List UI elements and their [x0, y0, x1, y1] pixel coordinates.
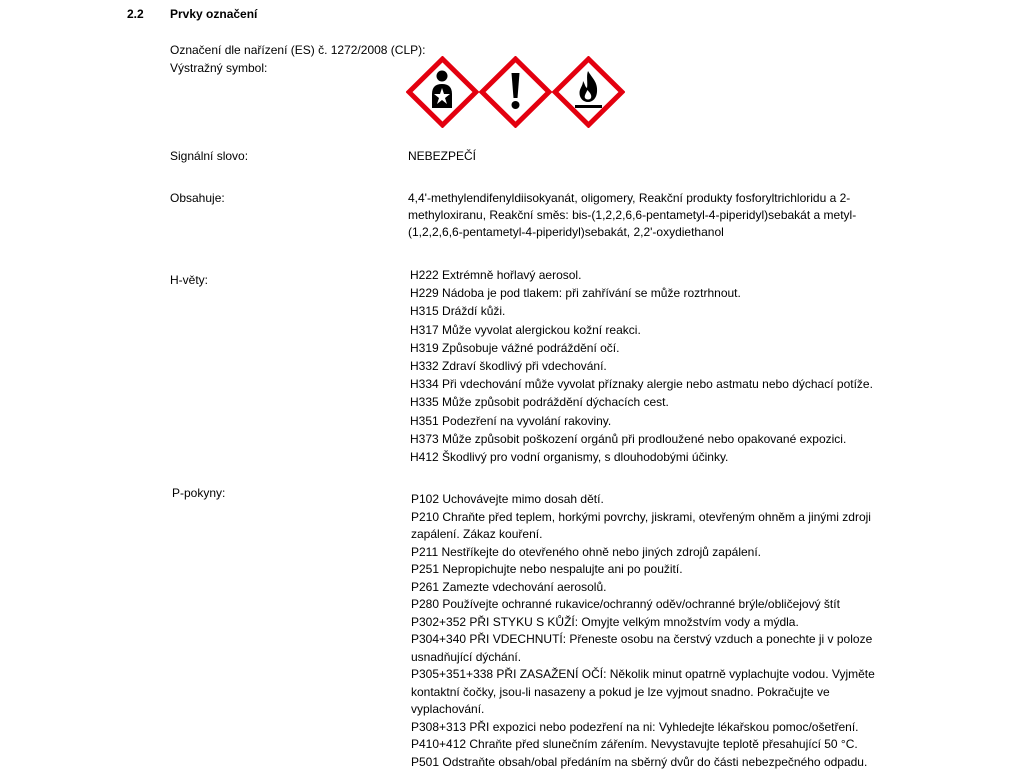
- h-statements-list: [410, 266, 890, 466]
- signal-word-label: Signální slovo:: [170, 148, 248, 164]
- h-statement: H229 Nádoba je pod tlakem: při zahřívání se může roztrhnout.: [410, 284, 890, 302]
- signal-word-value: NEBEZPEČÍ: [408, 148, 476, 164]
- h-statement: H373 Může způsobit poškození orgánů při prodloužené nebo opakované expozici.: [410, 430, 890, 448]
- h-statement: H317 Může vyvolat alergickou kožní reakci.: [410, 321, 890, 339]
- p-statement: P410+412 Chraňte před slunečním zářením. Nevystavujte teplotě přesahující 50 °C.: [411, 736, 891, 754]
- p-statement: P251 Nepropichujte nebo nespalujte ani po použití.: [411, 561, 891, 579]
- health-hazard-icon: [406, 56, 479, 128]
- h-statement: H334 Při vdechování může vyvolat příznaky alergie nebo astmatu nebo dýchací potíže.: [410, 375, 890, 393]
- h-statement: H222 Extrémně hořlavý aerosol.: [410, 266, 890, 284]
- p-statements-list: [411, 491, 891, 771]
- p-statement: P261 Zamezte vdechování aerosolů.: [411, 579, 891, 597]
- p-statement: P308+313 PŘI expozici nebo podezření na ni: Vyhledejte lékařskou pomoc/ošetření.: [411, 719, 891, 737]
- p-statement: P210 Chraňte před teplem, horkými povrchy, jiskrami, otevřeným ohněm a jinými zdroji zapálení. Zákaz kouření.: [411, 509, 891, 544]
- p-statement: P102 Uchovávejte mimo dosah dětí.: [411, 491, 891, 509]
- symbol-label: Výstražný symbol:: [170, 60, 267, 76]
- regulation-label: Označení dle nařízení (ES) č. 1272/2008 (CLP):: [170, 42, 425, 58]
- h-statement: H412 Škodlivý pro vodní organismy, s dlouhodobými účinky.: [410, 448, 890, 466]
- h-statement: H335 Může způsobit podráždění dýchacích cest.: [410, 393, 890, 411]
- p-statements-label: P-pokyny:: [172, 485, 225, 501]
- h-statements-label: H-věty:: [170, 272, 208, 288]
- h-statement: H351 Podezření na vyvolání rakoviny.: [410, 412, 890, 430]
- section-title: Prvky označení: [170, 6, 257, 22]
- contains-label: Obsahuje:: [170, 190, 225, 206]
- p-statement: P304+340 PŘI VDECHNUTÍ: Přeneste osobu na čerstvý vzduch a ponechte ji v poloze usnadňující dýchání.: [411, 631, 891, 666]
- h-statement: H315 Dráždí kůži.: [410, 302, 890, 320]
- flame-icon: [552, 56, 625, 128]
- hazard-pictograms: [406, 56, 625, 128]
- p-statement: P211 Nestříkejte do otevřeného ohně nebo jiných zdrojů zapálení.: [411, 544, 891, 562]
- exclamation-mark-icon: [479, 56, 552, 128]
- p-statement: P305+351+338 PŘI ZASAŽENÍ OČÍ: Několik minut opatrně vyplachujte vodou. Vyjměte kontaktní čočky, jsou-li nasazeny a pokud je lze vyjmout snadno. Pokračujte ve vyplachování.: [411, 666, 891, 719]
- contains-value: 4,4'-methylendifenyldiisokyanát, oligomery, Reakční produkty fosforyltrichloridu a 2-methyloxiranu, Reakční směs: bis-(1,2,2,6,6-pentametyl-4-piperidyl)sebakát a metyl-(1,2,2,6,6-pentametyl-4-piperidyl)sebakát, 2,2'-oxydiethanol: [408, 190, 878, 241]
- h-statement: H332 Zdraví škodlivý při vdechování.: [410, 357, 890, 375]
- p-statement: P302+352 PŘI STYKU S KŮŽÍ: Omyjte velkým množstvím vody a mýdla.: [411, 614, 891, 632]
- p-statement: P501 Odstraňte obsah/obal předáním na sběrný dvůr do části nebezpečného odpadu.: [411, 754, 891, 771]
- section-number: 2.2: [127, 6, 144, 22]
- h-statement: H319 Způsobuje vážné podráždění očí.: [410, 339, 890, 357]
- p-statement: P280 Používejte ochranné rukavice/ochranný oděv/ochranné brýle/obličejový štít: [411, 596, 891, 614]
